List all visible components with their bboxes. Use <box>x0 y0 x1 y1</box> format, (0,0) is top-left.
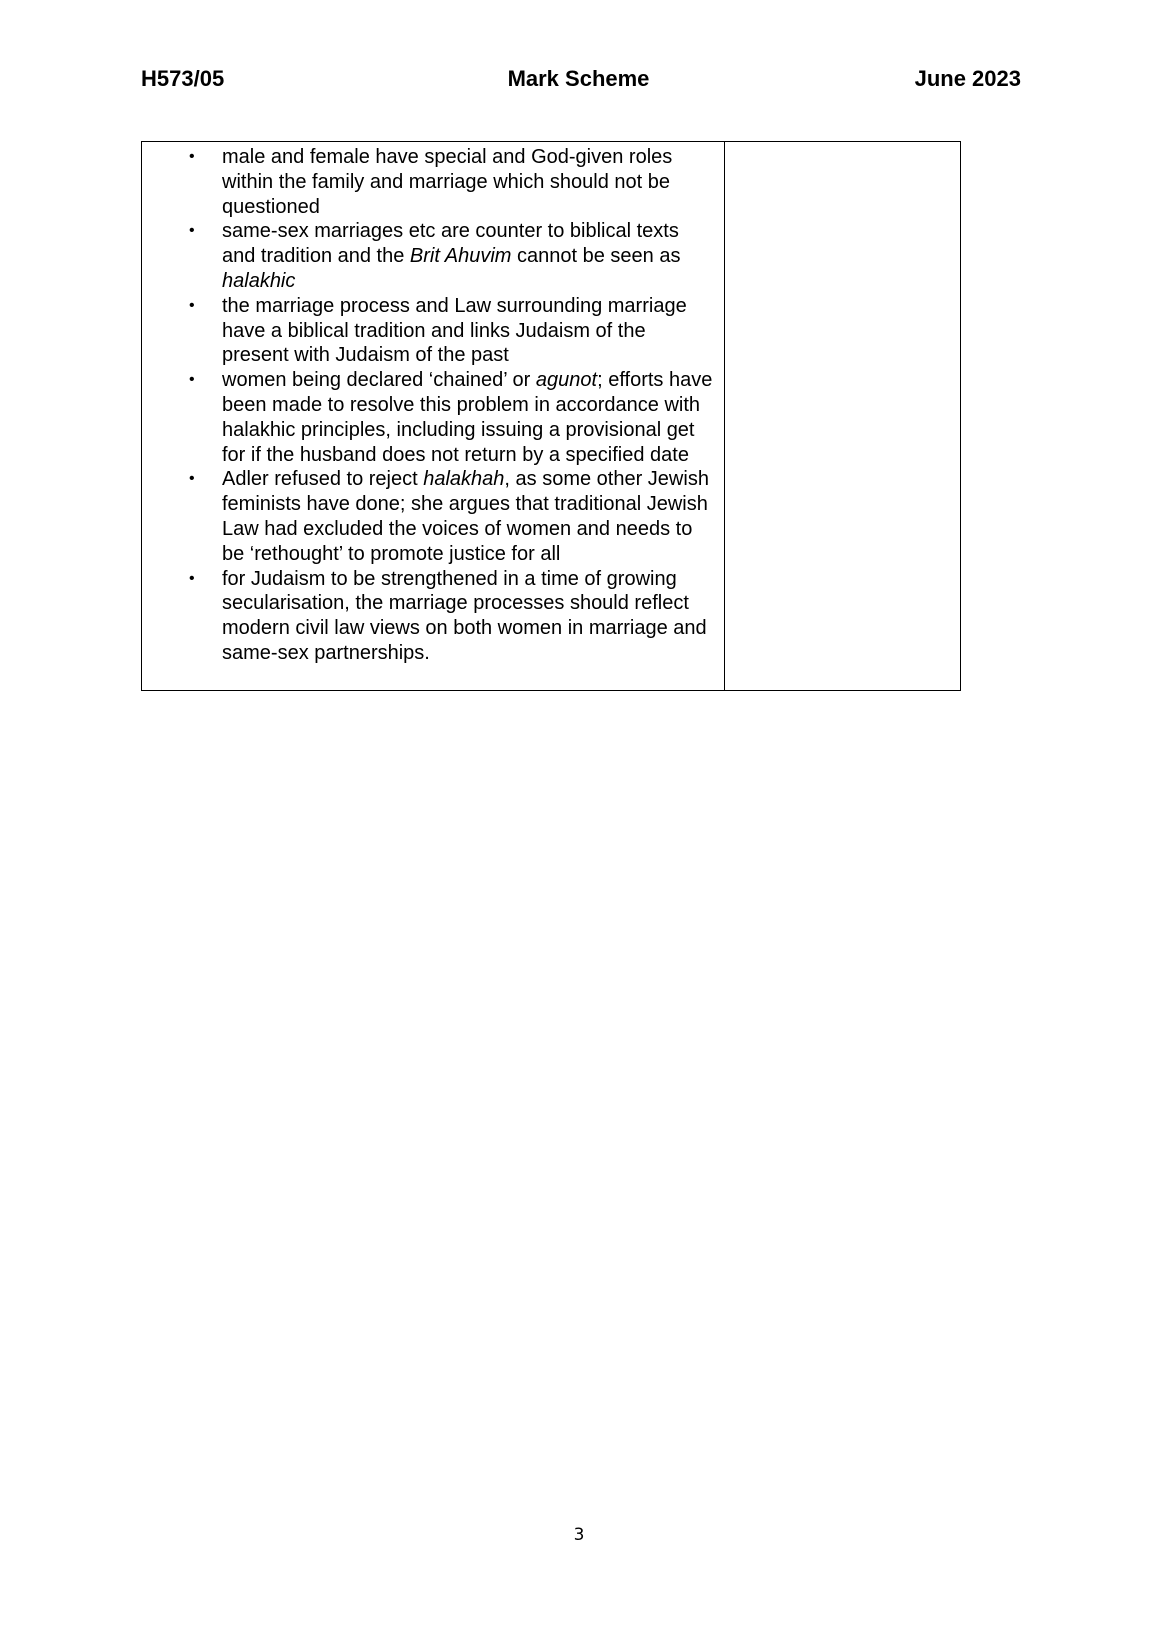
text-run: Adler refused to reject <box>222 468 424 491</box>
bullet-icon: • <box>189 148 195 165</box>
italic-term: halakhic <box>222 269 296 292</box>
text-run: women being declared ‘chained’ or <box>222 369 536 392</box>
list-item <box>142 145 714 219</box>
guidance-cell <box>142 142 725 691</box>
list-item <box>142 467 714 566</box>
page-number: 3 <box>573 1525 585 1545</box>
bullet-icon: • <box>189 470 195 488</box>
document-title: Mark Scheme <box>507 66 650 91</box>
italic-term: agunot <box>535 369 598 392</box>
table-row <box>142 142 961 691</box>
text-run: , as some other Jewish feminists have done; she argues that traditional Jewish Law had excluded the voices of women and needs to be ‘rethought’ to promote justice for all <box>222 468 709 565</box>
page-header <box>141 66 1021 96</box>
bullet-icon: • <box>189 222 195 240</box>
mark-scheme-table <box>141 141 961 691</box>
text-run: same-sex marriages etc are counter to biblical texts and tradition and the <box>222 220 679 268</box>
bullet-icon: • <box>189 371 195 389</box>
italic-term: Brit Ahuvim <box>409 245 512 268</box>
bullet-icon: • <box>189 569 195 587</box>
document-code: H573/05 <box>141 66 225 91</box>
marks-cell <box>725 142 961 691</box>
list-item <box>142 219 714 293</box>
text-run: ; efforts have been made to resolve this problem in accordance with halakhic principles, including issuing a provisional get for if the husband does not return by a specified date <box>222 369 713 466</box>
guidance-bullet-list <box>142 142 724 690</box>
italic-term: halakhah <box>423 468 505 491</box>
list-item <box>142 567 714 666</box>
text-run: for Judaism to be strengthened in a time of growing secularisation, the marriage processes should reflect modern civil law views on both women in marriage and same-sex partnerships. <box>222 567 707 664</box>
text-run: cannot be seen as <box>511 245 681 268</box>
list-item <box>142 368 714 467</box>
text-run: male and female have special and God-given roles within the family and marriage which should not be questioned <box>222 146 673 218</box>
text-run: the marriage process and Law surrounding marriage have a biblical tradition and links Judaism of the present with Judaism of the past <box>222 294 687 367</box>
document-date: June 2023 <box>914 66 1021 91</box>
bullet-icon: • <box>189 296 195 314</box>
list-item <box>142 294 714 368</box>
